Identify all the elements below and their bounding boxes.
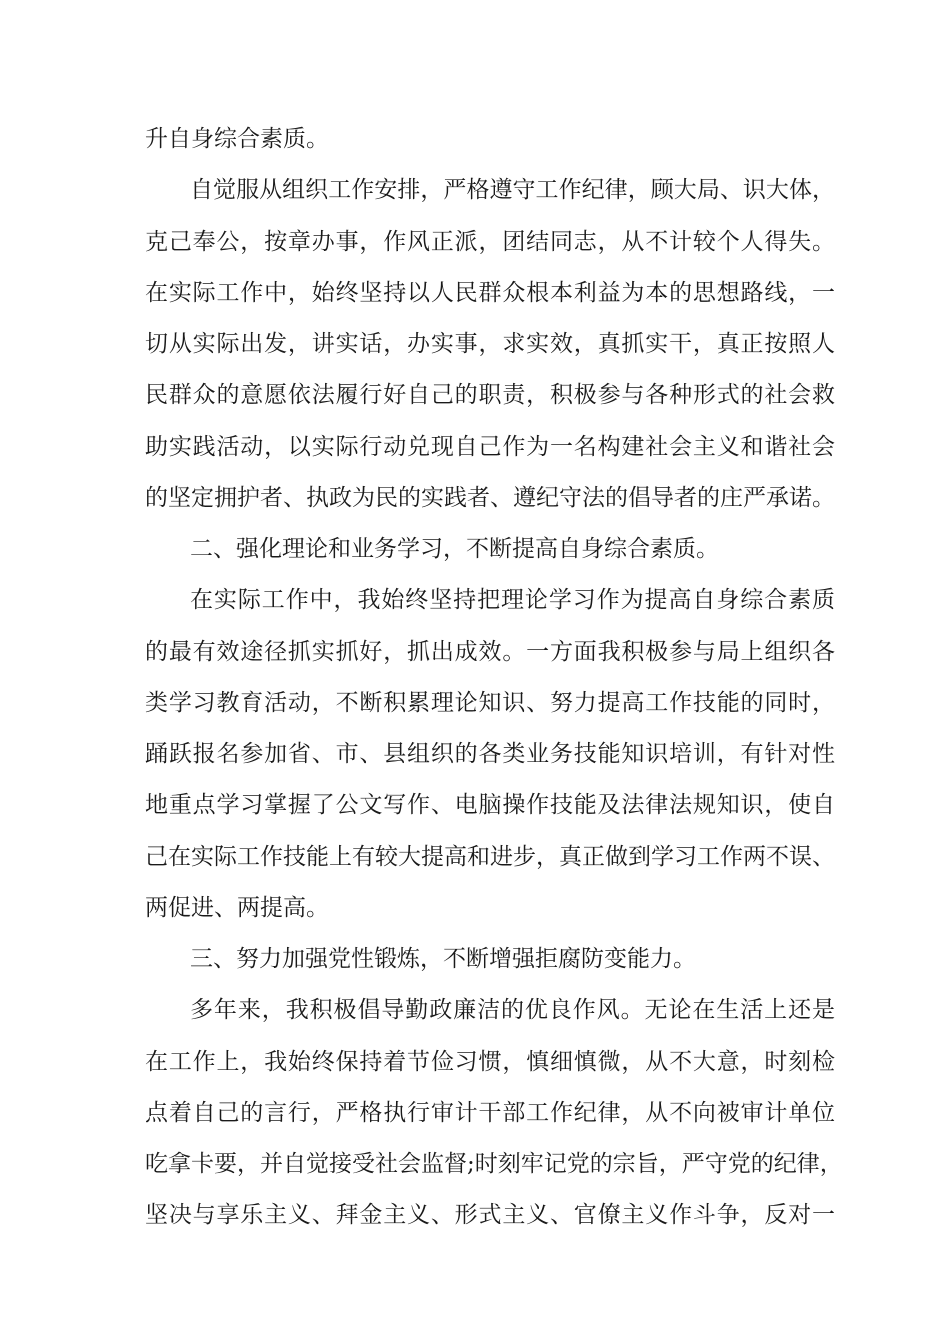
text-line: 多年来，我积极倡导勤政廉洁的优良作风。无论在生活上还是 bbox=[190, 997, 835, 1023]
text-line: 己在实际工作技能上有较大提高和进步，真正做到学习工作两不误、 bbox=[145, 844, 835, 870]
text-line: 在实际工作中，我始终坚持把理论学习作为提高自身综合素质 bbox=[190, 587, 835, 613]
text-line: 在工作上，我始终保持着节俭习惯，慎细慎微，从不大意，时刻检 bbox=[145, 1049, 835, 1075]
text-line: 升自身综合素质。 bbox=[145, 126, 329, 152]
text-line: 助实践活动，以实际行动兑现自己作为一名构建社会主义和谐社会 bbox=[145, 434, 835, 460]
text-line: 民群众的意愿依法履行好自己的职责，积极参与各种形式的社会救 bbox=[145, 382, 835, 408]
text-line: 类学习教育活动，不断积累理论知识、努力提高工作技能的同时， bbox=[145, 690, 835, 716]
text-line: 两促进、两提高。 bbox=[145, 895, 329, 921]
text-line: 的最有效途径抓实抓好，抓出成效。一方面我积极参与局上组织各 bbox=[145, 639, 835, 665]
text-line: 自觉服从组织工作安排，严格遵守工作纪律，顾大局、识大体， bbox=[190, 177, 835, 203]
text-line: 克己奉公，按章办事，作风正派，团结同志，从不计较个人得失。 bbox=[145, 229, 835, 255]
text-line: 吃拿卡要，并自觉接受社会监督;时刻牢记党的宗旨，严守党的纪律， bbox=[145, 1151, 843, 1177]
text-line: 地重点学习掌握了公文写作、电脑操作技能及法律法规知识，使自 bbox=[145, 792, 835, 818]
section-heading: 二、强化理论和业务学习，不断提高自身综合素质。 bbox=[190, 536, 719, 562]
text-line: 踊跃报名参加省、市、县组织的各类业务技能知识培训，有针对性 bbox=[145, 741, 835, 767]
text-line: 在实际工作中，始终坚持以人民群众根本利益为本的思想路线，一 bbox=[145, 280, 835, 306]
text-line: 点着自己的言行，严格执行审计干部工作纪律，从不向被审计单位 bbox=[145, 1100, 835, 1126]
text-line: 坚决与享乐主义、拜金主义、形式主义、官僚主义作斗争，反对一 bbox=[145, 1202, 835, 1228]
text-line: 切从实际出发，讲实话，办实事，求实效，真抓实干，真正按照人 bbox=[145, 331, 835, 357]
section-heading: 三、努力加强党性锻炼，不断增强拒腐防变能力。 bbox=[190, 946, 696, 972]
text-line: 的坚定拥护者、执政为民的实践者、遵纪守法的倡导者的庄严承诺。 bbox=[145, 485, 835, 511]
